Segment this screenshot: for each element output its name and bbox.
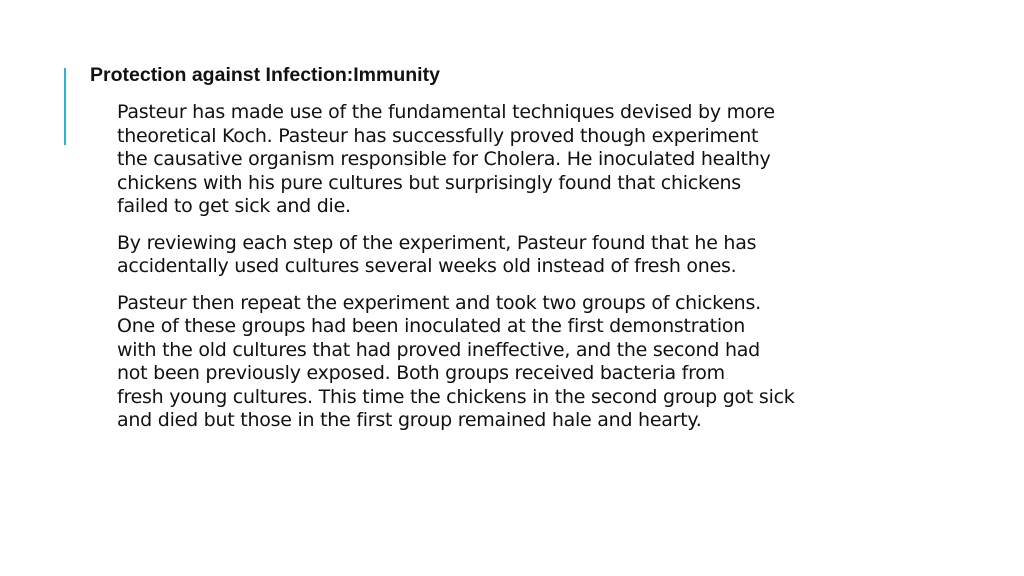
paragraph-line: Pasteur has made use of the fundamental techniques devised by more (117, 101, 775, 123)
paragraph-line: with the old cultures that had proved ineffective, and the second had (117, 338, 760, 361)
paragraph-line: failed to get sick and die. (117, 195, 351, 217)
paragraph-line: Pasteur then repeat the experiment and took two groups of chickens. (117, 291, 761, 314)
accent-bar (64, 68, 66, 145)
paragraph-line: fresh young cultures. This time the chickens in the second group got sick (117, 385, 795, 408)
slide-body (117, 101, 907, 446)
paragraph-line: theoretical Koch. Pasteur has successfully proved though experiment (117, 124, 759, 147)
paragraph-2 (117, 232, 907, 279)
paragraph-3 (117, 292, 907, 433)
paragraph-1 (117, 101, 907, 219)
paragraph-line: and died but those in the first group remained hale and hearty. (117, 409, 702, 431)
paragraph-line: the causative organism responsible for Cholera. He inoculated healthy (117, 148, 771, 170)
paragraph-line: One of these groups had been inoculated at the first demonstration (117, 315, 746, 337)
paragraph-line: chickens with his pure cultures but surprisingly found that chickens (117, 171, 741, 194)
slide-title: Protection against Infection:Immunity (90, 64, 440, 86)
paragraph-line: By reviewing each step of the experiment, Pasteur found that he has (117, 231, 757, 254)
paragraph-line: not been previously exposed. Both groups received bacteria from (117, 362, 725, 384)
paragraph-line: accidentally used cultures several weeks old instead of fresh ones. (117, 255, 737, 277)
